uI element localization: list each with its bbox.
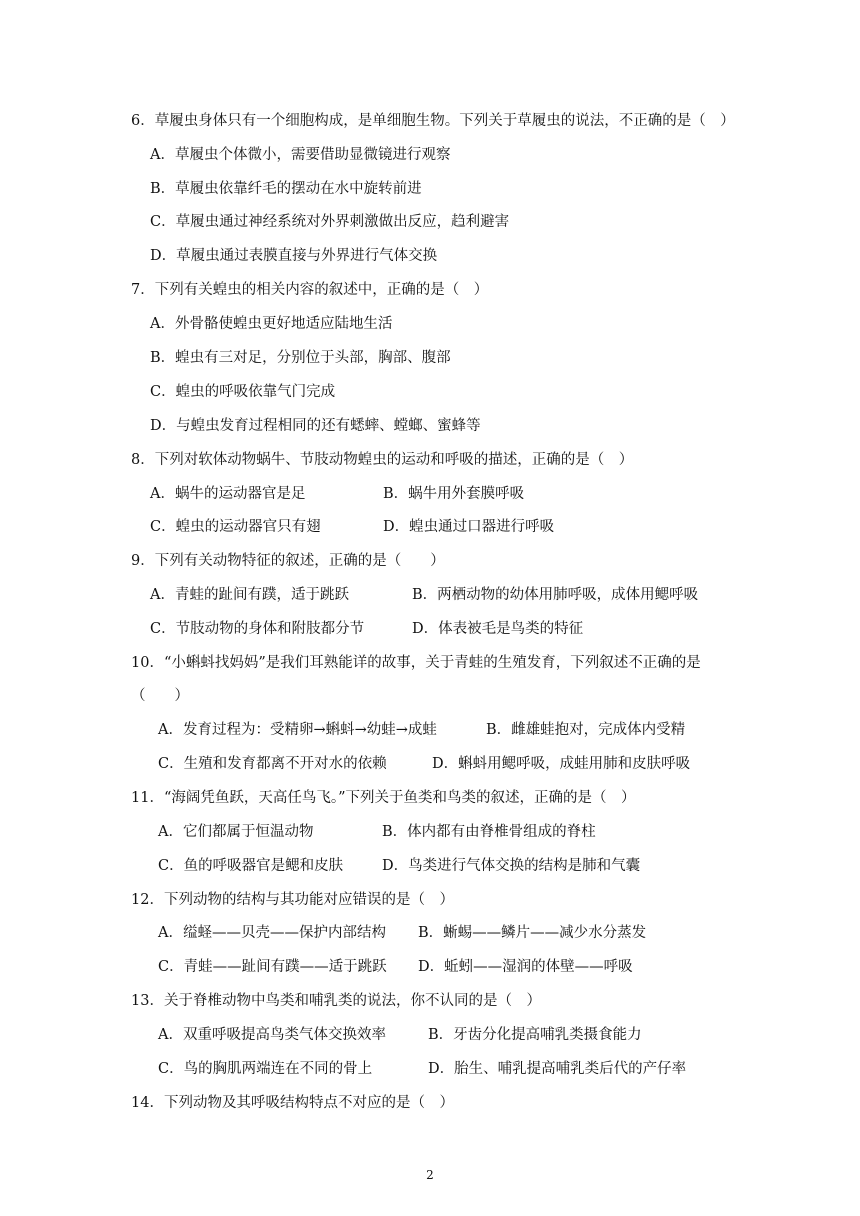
question-13-option-d: D．胎生、哺乳提高哺乳类后代的产仔率	[428, 1061, 687, 1077]
question-8-option-d: D．蝗虫通过口器进行呼吸	[383, 519, 555, 535]
question-9-option-c: C．节肢动物的身体和附肢都分节	[150, 621, 365, 637]
question-12-option-d: D．蚯蚓——湿润的体壁——呼吸	[418, 959, 633, 975]
question-10-stem-continuation: （ ）	[131, 688, 189, 704]
question-8-option-a: A．蜗牛的运动器官是足	[150, 486, 306, 502]
question-6-option-b: B．草履虫依靠纤毛的摆动在水中旋转前进	[150, 181, 422, 197]
question-6-option-d: D．草履虫通过表膜直接与外界进行气体交换	[150, 248, 438, 264]
question-14-stem: 14．下列动物及其呼吸结构特点不对应的是（ ）	[131, 1095, 454, 1111]
question-7-stem: 7．下列有关蝗虫的相关内容的叙述中，正确的是（ ）	[131, 282, 489, 298]
question-11-option-a: A．它们都属于恒温动物	[158, 824, 314, 840]
question-7-option-c: C．蝗虫的呼吸依靠气门完成	[150, 384, 336, 400]
question-13-option-a: A．双重呼吸提高鸟类气体交换效率	[158, 1027, 386, 1043]
question-10-option-a: A．发育过程为：受精卵→蝌蚪→幼蛙→成蛙	[158, 722, 437, 738]
question-10-stem: 10．“小蝌蚪找妈妈”是我们耳熟能详的故事，关于青蛙的生殖发育，下列叙述不正确的是	[131, 655, 701, 671]
question-11-stem: 11．“海阔凭鱼跃，天高任鸟飞。”下列关于鱼类和鸟类的叙述，正确的是（ ）	[131, 790, 636, 806]
question-9-option-b: B．两栖动物的幼体用肺呼吸，成体用鳃呼吸	[412, 587, 699, 603]
question-8-option-c: C．蝗虫的运动器官只有翅	[150, 519, 321, 535]
question-9-option-d: D．体表被毛是鸟类的特征	[412, 621, 584, 637]
question-12-stem: 12．下列动物的结构与其功能对应错误的是（ ）	[131, 892, 454, 908]
question-13-stem: 13．关于脊椎动物中鸟类和哺乳类的说法，你不认同的是（ ）	[131, 993, 541, 1009]
question-6-stem: 6．草履虫身体只有一个细胞构成，是单细胞生物。下列关于草履虫的说法，不正确的是（ ）	[131, 113, 735, 129]
question-10-option-b: B．雌雄蛙抱对，完成体内受精	[486, 722, 686, 738]
question-7-option-d: D．与蝗虫发育过程相同的还有蟋蟀、螳螂、蜜蜂等	[150, 418, 481, 434]
question-8-option-b: B．蜗牛用外套膜呼吸	[383, 486, 525, 502]
question-10-option-c: C．生殖和发育都离不开对水的依赖	[158, 756, 387, 772]
question-13-option-c: C．鸟的胸肌两端连在不同的骨上	[158, 1061, 373, 1077]
question-8-stem: 8．下列对软体动物蜗牛、节肢动物蝗虫的运动和呼吸的描述，正确的是（ ）	[131, 452, 634, 468]
question-6-option-a: A．草履虫个体微小，需要借助显微镜进行观察	[150, 147, 451, 163]
question-6-option-c: C．草履虫通过神经系统对外界刺激做出反应，趋利避害	[150, 214, 510, 230]
question-7-option-b: B．蝗虫有三对足，分别位于头部，胸部、腹部	[150, 350, 451, 366]
question-9-stem: 9．下列有关动物特征的叙述，正确的是（ ）	[131, 553, 445, 569]
page-number: 2	[426, 1168, 434, 1182]
question-7-option-a: A．外骨骼使蝗虫更好地适应陆地生活	[150, 316, 393, 332]
question-10-option-d: D．蝌蚪用鳃呼吸，成蛙用肺和皮肤呼吸	[432, 756, 691, 772]
question-9-option-a: A．青蛙的趾间有蹼，适于跳跃	[150, 587, 349, 603]
question-11-option-b: B．体内都有由脊椎骨组成的脊柱	[382, 824, 596, 840]
question-11-option-d: D．鸟类进行气体交换的结构是肺和气囊	[382, 858, 641, 874]
question-12-option-c: C．青蛙——趾间有蹼——适于跳跃	[158, 959, 387, 975]
question-12-option-b: B．蜥蜴——鳞片——减少水分蒸发	[418, 925, 647, 941]
question-12-option-a: A．缢蛏——贝壳——保护内部结构	[158, 925, 386, 941]
question-11-option-c: C．鱼的呼吸器官是鳃和皮肤	[158, 858, 344, 874]
question-13-option-b: B．牙齿分化提高哺乳类摄食能力	[428, 1027, 642, 1043]
